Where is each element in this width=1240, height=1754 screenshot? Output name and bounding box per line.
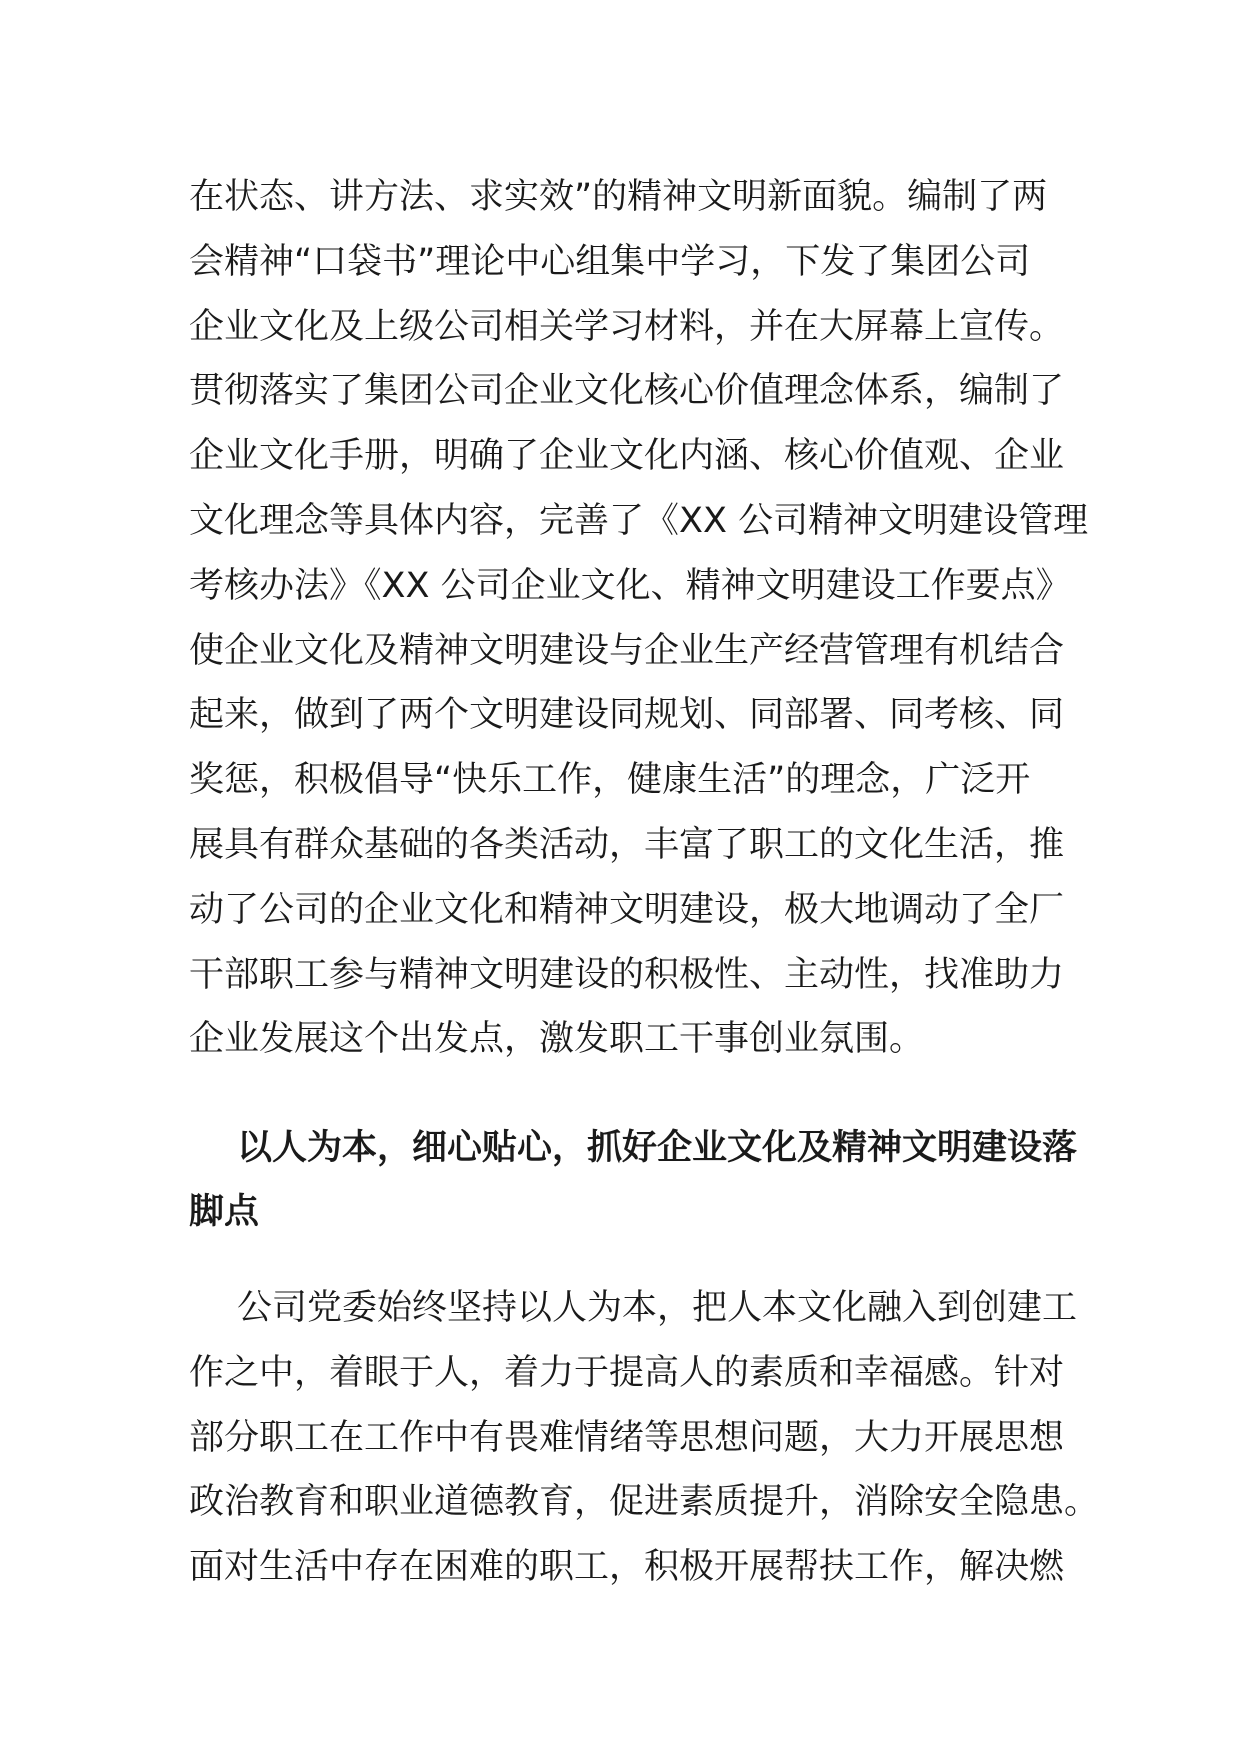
paragraph-line: 政治教育和职业道德教育，促进素质提升，消除安全隐患。 [189,1482,1100,1523]
heading-line: 脚点 [189,1192,260,1232]
paragraph-line: 贯彻落实了集团公司企业文化核心价值理念体系，编制了 [189,371,1065,412]
section-heading [189,1116,1078,1244]
paragraph-line: 文化理念等具体内容，完善了《XX 公司精神文明建设管理 [189,500,1089,541]
paragraph-line: 使企业文化及精神文明建设与企业生产经营管理有机结合 [189,630,1065,671]
paragraph-line: 企业发展这个出发点，激发职工干事创业氛围。 [189,1019,925,1060]
body-paragraph-1 [189,165,1089,1072]
paragraph-line: 考核办法》《XX 公司企业文化、精神文明建设工作要点》 [189,565,1071,606]
paragraph-line: 干部职工参与精神文明建设的积极性、主动性，找准助力 [189,954,1065,995]
paragraph-line: 动了公司的企业文化和精神文明建设，极大地调动了全厂 [189,889,1065,930]
paragraph-line: 在状态、讲方法、求实效”的精神文明新面貌。编制了两 [189,177,1048,217]
paragraph-line: 起来，做到了两个文明建设同规划、同部署、同考核、同 [189,695,1065,736]
paragraph-line: 奖惩，积极倡导“快乐工作，健康生活”的理念，广泛开 [189,760,1031,801]
paragraph-line: 会精神“口袋书”理论中心组集中学习，下发了集团公司 [189,241,1031,282]
paragraph-line: 企业文化手册，明确了企业文化内涵、核心价值观、企业 [189,436,1065,477]
paragraph-line: 部分职工在工作中有畏难情绪等思想问题，大力开展思想 [189,1417,1065,1458]
paragraph-line: 作之中，着眼于人，着力于提高人的素质和幸福感。针对 [189,1352,1065,1393]
paragraph-line: 企业文化及上级公司相关学习材料，并在大屏幕上宣传。 [189,306,1065,347]
paragraph-line: 面对生活中存在困难的职工，积极开展帮扶工作，解决燃 [189,1547,1065,1588]
paragraph-line: 公司党委始终坚持以人为本，把人本文化融入到创建工 [237,1288,1078,1328]
paragraph-line: 展具有群众基础的各类活动，丰富了职工的文化生活，推 [189,824,1065,865]
body-paragraph-2 [189,1276,1100,1600]
heading-line: 以人为本，细心贴心，抓好企业文化及精神文明建设落 [237,1128,1078,1168]
